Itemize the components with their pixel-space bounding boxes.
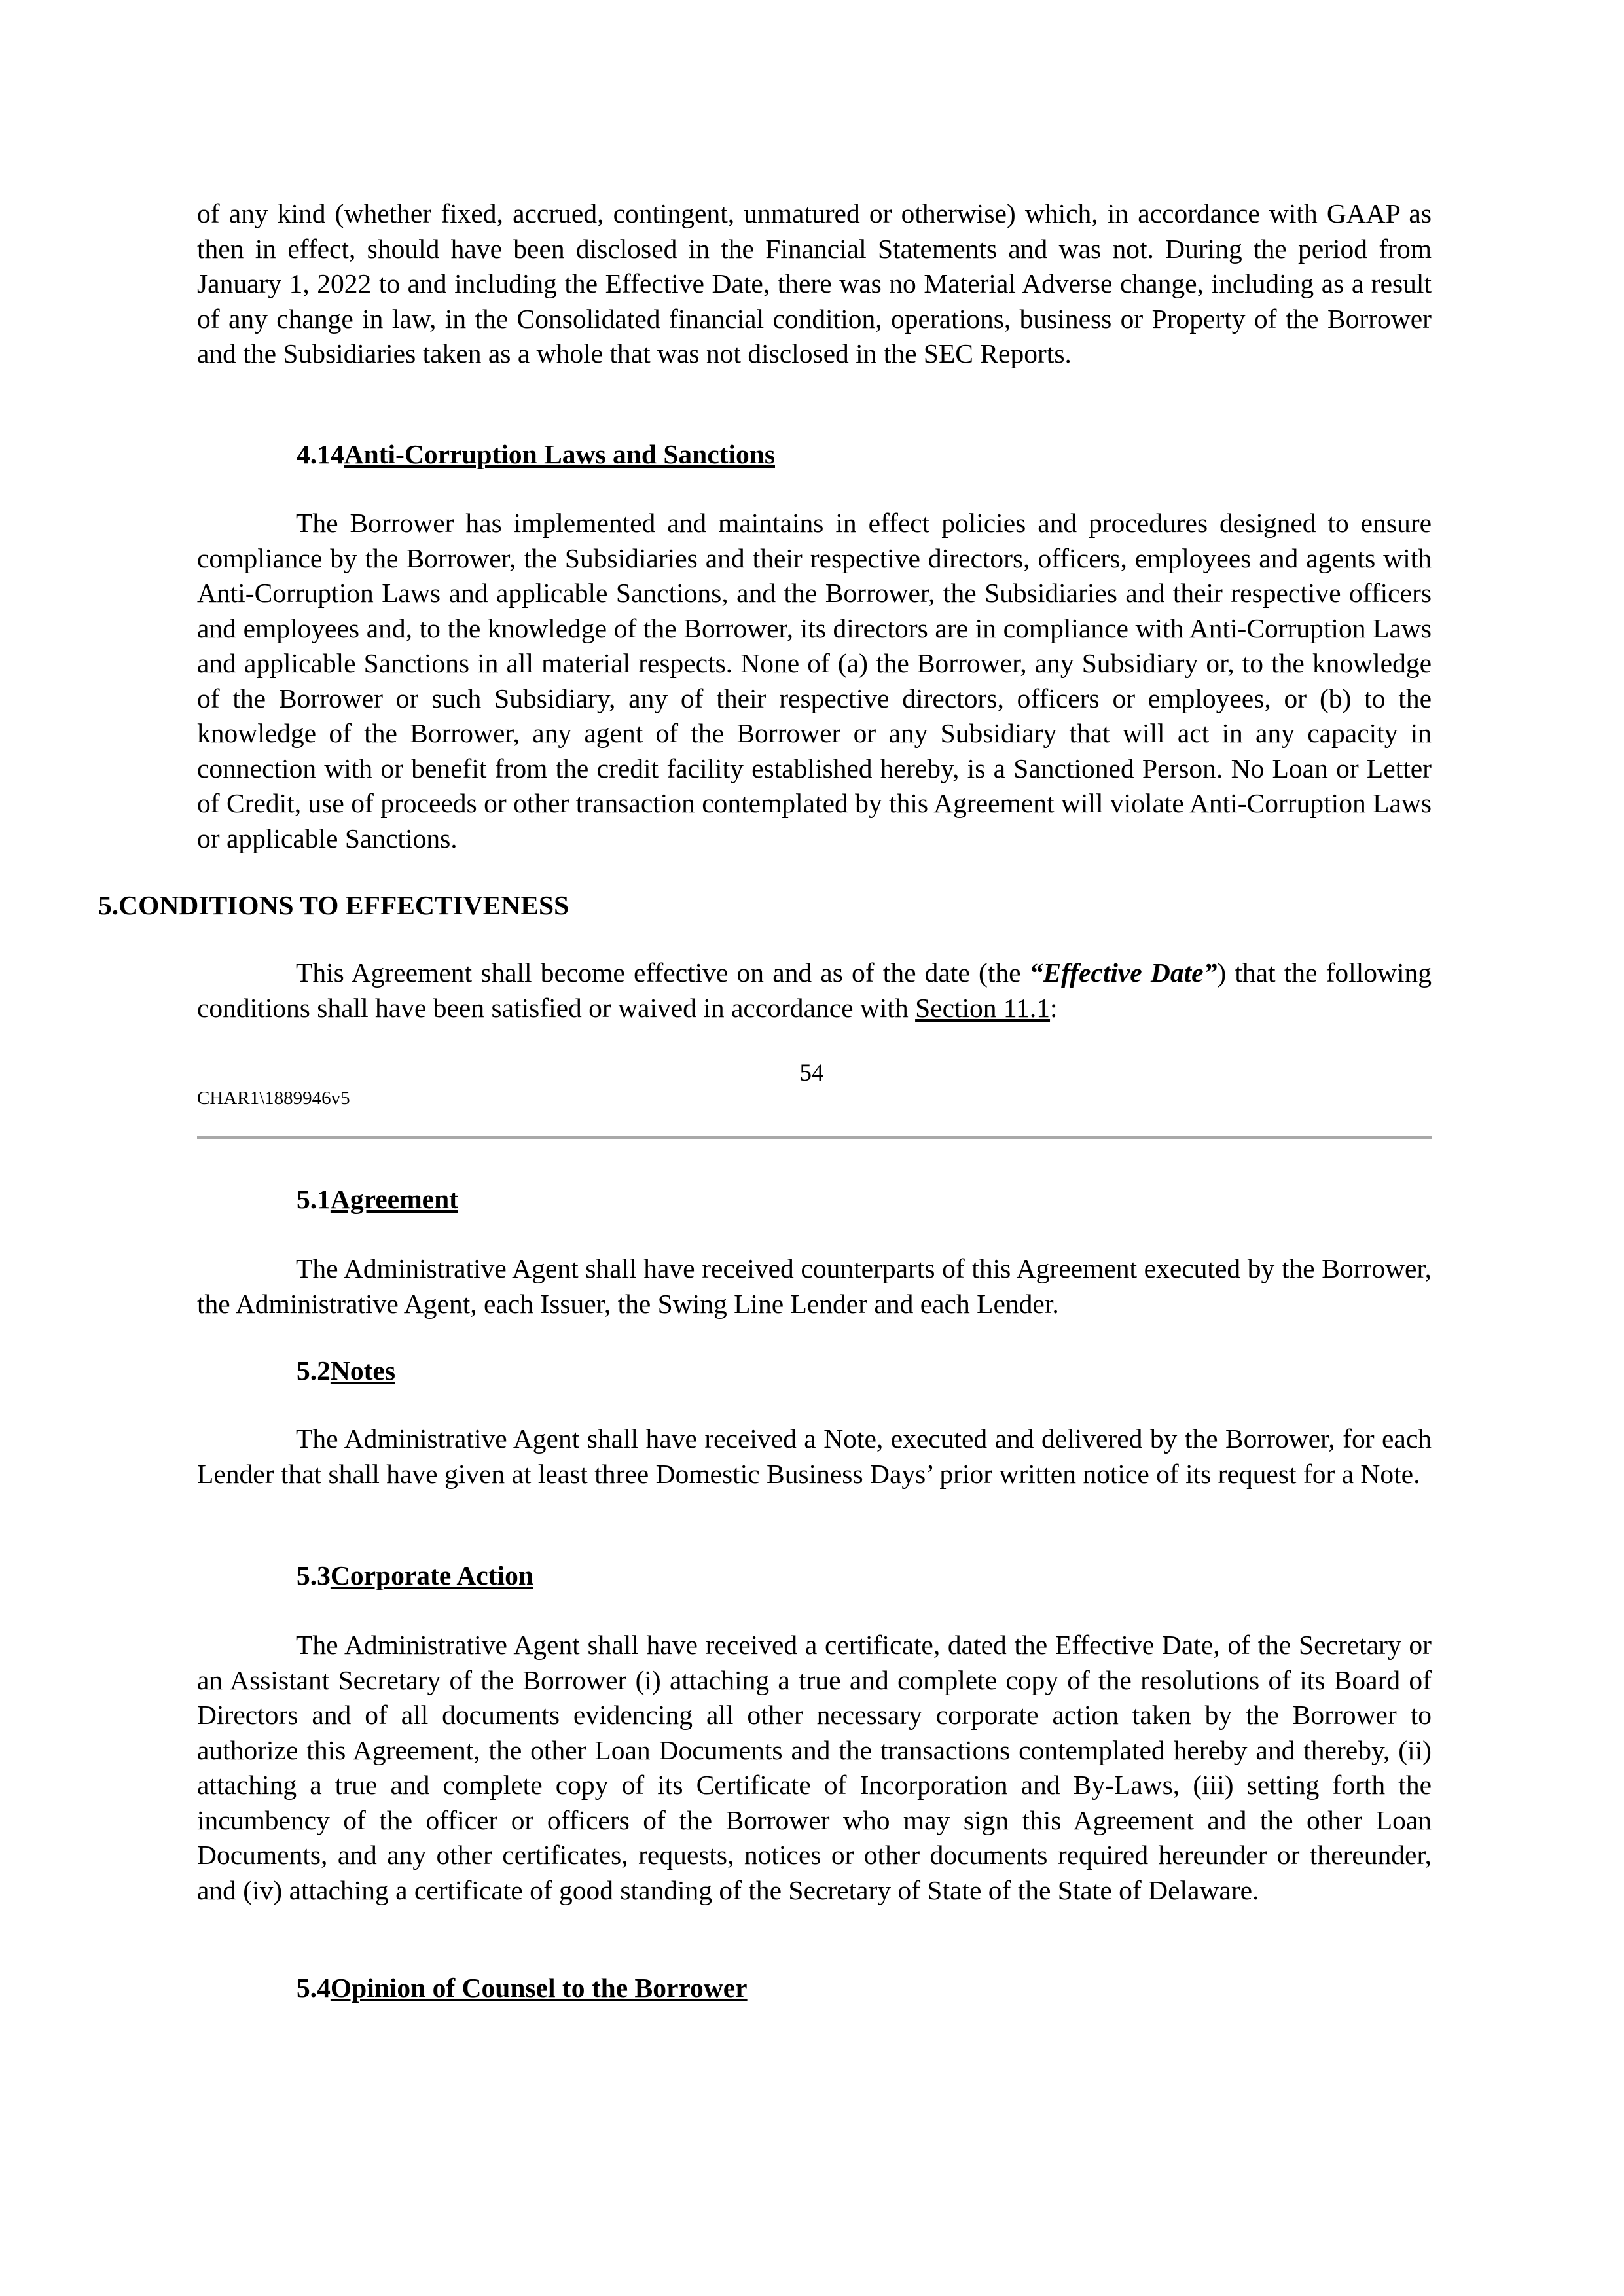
section-title: Notes <box>330 1355 395 1386</box>
section-title: Corporate Action <box>330 1560 533 1590</box>
section-title: Agreement <box>330 1184 458 1214</box>
section-number: 4.14 <box>297 439 344 469</box>
section-4-14-body: The Borrower has implemented and maintains in effect policies and procedures designed to ensure compliance by the Borrower, the Subsidiaries and their respective directors, officers, employees and agents with Anti-Corruption Laws and applicable Sanctions, and the Borrower, the Subsidiaries and their respective officers and employees and, to the knowledge of the Borrower, its directors are in compliance with Anti-Corruption Laws and applicable Sanctions in all material respects. None of (a) the Borrower, any Subsidiary or, to the knowledge of the Borrower or such Subsidiary, any of their respective directors, officers or employees, or (b) to the knowledge of the Borrower, any agent of the Borrower or any Subsidiary that will act in any capacity in connection with or benefit from the credit facility established hereby, is a Sanctioned Person. No Loan or Letter of Credit, use of proceeds or other transaction contemplated by this Agreement will violate Anti-Corruption Laws or applicable Sanctions. <box>197 508 1432 853</box>
page-break-divider <box>197 1136 1432 1139</box>
section-title: Opinion of Counsel to the Borrower <box>330 1973 748 2003</box>
document-id: CHAR1\1889946v5 <box>197 1088 350 1109</box>
section-5-1-body: The Administrative Agent shall have received counterparts of this Agreement executed by the Borrower, the Administrative Agent, each Issuer, the Swing Line Lender and each Lender. <box>197 1253 1432 1319</box>
section-4-14-heading <box>297 437 775 473</box>
section-5-intro: This Agreement shall become effective on and as of the date (the “Effective Date”) that the following conditions shall have been satisfied or waived in accordance with Section 11.1: <box>197 958 1432 1023</box>
section-number: 5.1 <box>297 1184 331 1214</box>
section-title: Anti-Corruption Laws and Sanctions <box>344 439 775 469</box>
section-5-1-heading <box>297 1182 458 1217</box>
section-5-3-heading <box>297 1558 533 1594</box>
section-number: 5.3 <box>297 1560 331 1590</box>
section-5-heading: 5.CONDITIONS TO EFFECTIVENESS <box>98 890 569 920</box>
continuation-paragraph: of any kind (whether fixed, accrued, contingent, unmatured or otherwise) which, in accordance with GAAP as then in effect, should have been disclosed in the Financial Statements and was not. During the period from January 1, 2022 to and including the Effective Date, there was no Material Adverse change, including as a result of any change in law, in the Consolidated financial condition, operations, business or Property of the Borrower and the Subsidiaries taken as a whole that was not disclosed in the SEC Reports. <box>197 198 1432 368</box>
defined-term-effective-date: “Effective Date” <box>1029 958 1218 988</box>
section-5-2-heading <box>297 1354 395 1389</box>
section-5-4-heading <box>297 1971 748 2006</box>
section-number: 5.4 <box>297 1973 331 2003</box>
section-number: 5.2 <box>297 1355 331 1386</box>
page-number: 54 <box>799 1060 824 1086</box>
section-11-1-reference[interactable]: Section 11.1 <box>915 992 1051 1023</box>
section-5-3-body: The Administrative Agent shall have received a certificate, dated the Effective Date, of the Secretary or an Assistant Secretary of the Borrower (i) attaching a true and complete copy of the resolutions of its Board of Directors and of all documents evidencing all other necessary corporate action taken by the Borrower to authorize this Agreement, the other Loan Documents and the transactions contemplated hereby and thereby, (ii) attaching a true and complete copy of its Certificate of Incorporation and By-Laws, (iii) setting forth the incumbency of the officer or officers of the Borrower who may sign this Agreement and the other Loan Documents, and any other certificates, requests, notices or other documents required hereunder or thereunder, and (iv) attaching a certificate of good standing of the Secretary of State of the State of Delaware. <box>197 1630 1432 1905</box>
section-5-2-body: The Administrative Agent shall have received a Note, executed and delivered by the Borrower, for each Lender that shall have given at least three Domestic Business Days’ prior written notice of its request for a Note. <box>197 1424 1432 1489</box>
